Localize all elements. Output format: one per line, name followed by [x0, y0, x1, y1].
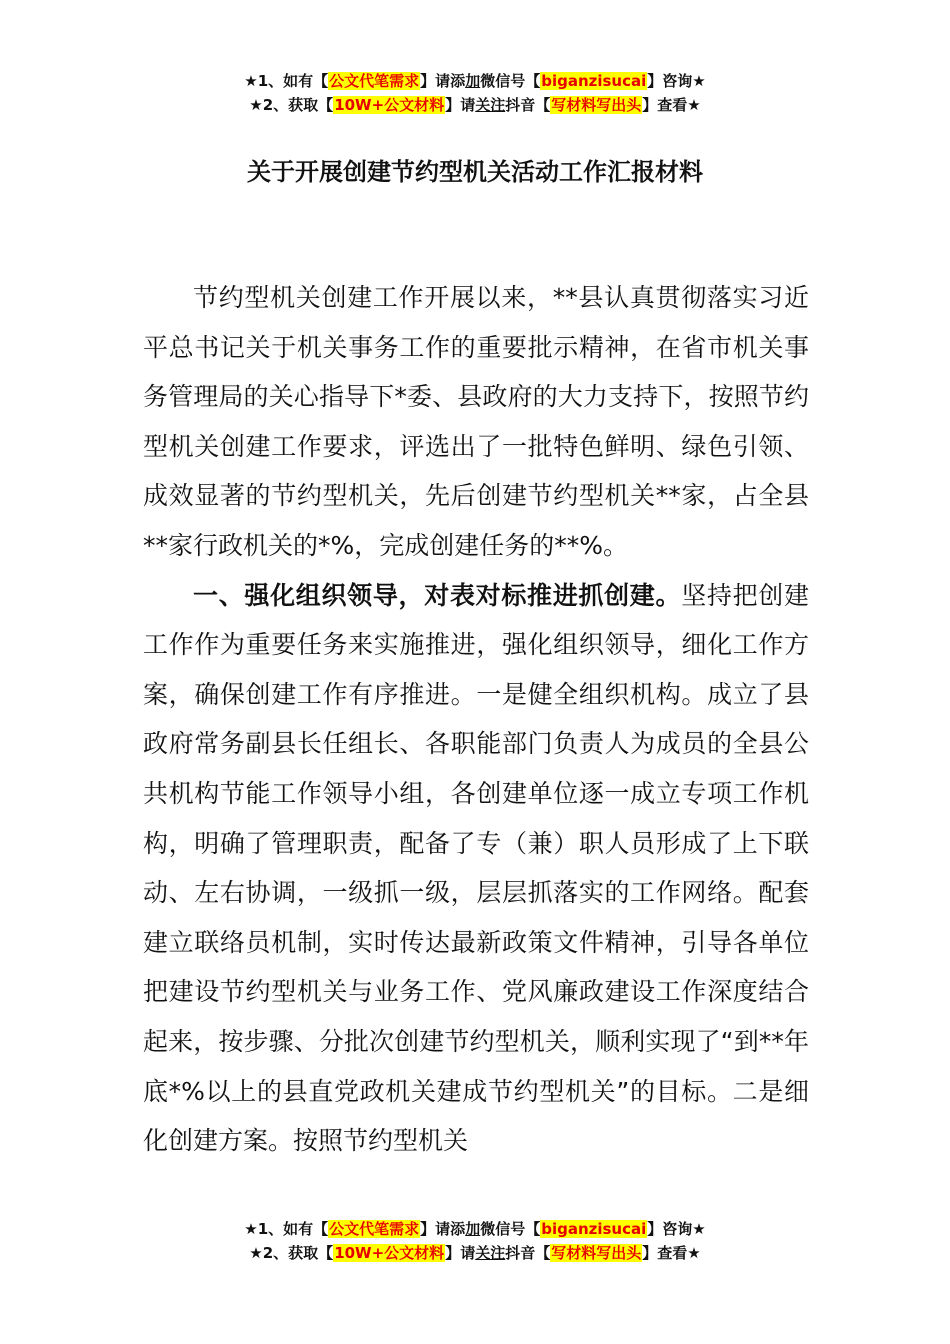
- banner-highlight-wechat-id: biganzisucai: [541, 72, 647, 90]
- footer-banner-line-1: [0, 1217, 950, 1241]
- banner-line-2: [0, 93, 950, 117]
- banner-line-2-mid2: 抖音【: [505, 96, 551, 114]
- footer-highlight-douyin: 写材料写出头: [551, 1244, 642, 1262]
- banner-line-1: [0, 69, 950, 93]
- footer-line-2-prefix: ★2、获取【: [249, 1244, 334, 1262]
- banner-line-1-suffix: 】咨询★: [647, 72, 706, 90]
- banner-line-2-suffix: 】查看★: [642, 96, 701, 114]
- footer-line-2-mid2: 抖音【: [505, 1244, 551, 1262]
- banner-line-2-emphasis: 关注: [475, 96, 506, 114]
- banner-line-2-mid: 】请: [445, 96, 476, 114]
- section-1-paragraph: [143, 571, 809, 1166]
- header-banner: [0, 69, 950, 117]
- footer-banner-line-2: [0, 1241, 950, 1265]
- footer-line-1-suffix: 】咨询★: [647, 1220, 706, 1238]
- banner-highlight-materials: 10W+公文材料: [334, 96, 445, 114]
- footer-line-1-mid: 】请添: [420, 1220, 466, 1238]
- footer-highlight-ghostwriting: 公文代笔需求: [329, 1220, 420, 1238]
- banner-line-1-mid: 】请添: [420, 72, 466, 90]
- footer-banner: [0, 1217, 950, 1265]
- banner-line-2-prefix: ★2、获取【: [249, 96, 334, 114]
- section-1-heading: 一、强化组织领导，对表对标推进抓创建。: [193, 580, 682, 610]
- footer-line-1-emphasis: 加: [465, 1220, 481, 1238]
- document-body: [143, 273, 809, 1166]
- banner-line-1-mid2: 微信号【: [480, 72, 541, 90]
- footer-line-2-emphasis: 关注: [475, 1244, 506, 1262]
- footer-highlight-materials: 10W+公文材料: [334, 1244, 445, 1262]
- intro-paragraph: 节约型机关创建工作开展以来，**县认真贯彻落实习近平总书记关于机关事务工作的重要批示精神，在省市机关事务管理局的关心指导下*委、县政府的大力支持下，按照节约型机关创建工作要求，评选出了一批特色鲜明、绿色引领、成效显著的节约型机关，先后创建节约型机关**家，占全县**家行政机关的*%，完成创建任务的**%。: [143, 283, 809, 560]
- footer-line-1-prefix: ★1、如有【: [244, 1220, 329, 1238]
- footer-line-2-mid: 】请: [445, 1244, 476, 1262]
- footer-highlight-wechat-id: biganzisucai: [541, 1220, 647, 1238]
- banner-line-1-prefix: ★1、如有【: [244, 72, 329, 90]
- document-title: 关于开展创建节约型机关活动工作汇报材料: [247, 158, 703, 186]
- footer-line-1-mid2: 微信号【: [480, 1220, 541, 1238]
- banner-line-1-emphasis: 加: [465, 72, 481, 90]
- section-1-body: 坚持把创建工作作为重要任务来实施推进，强化组织领导，细化工作方案，确保创建工作有序推进。一是健全组织机构。成立了县政府常务副县长任组长、各职能部门负责人为成员的全县公共机构节能工作领导小组，各创建单位逐一成立专项工作机构，明确了管理职责，配备了专（兼）职人员形成了上下联动、左右协调，一级抓一级，层层抓落实的工作网络。配套建立联络员机制，实时传达最新政策文件精神，引导各单位把建设节约型机关与业务工作、党风廉政建设工作深度结合起来，按步骤、分批次创建节约型机关，顺利实现了“到**年底*%以上的县直党政机关建成节约型机关”的目标。二是细化创建方案。按照节约型机关: [143, 580, 809, 1156]
- banner-highlight-ghostwriting: 公文代笔需求: [329, 72, 420, 90]
- footer-line-2-suffix: 】查看★: [642, 1244, 701, 1262]
- banner-highlight-douyin: 写材料写出头: [551, 96, 642, 114]
